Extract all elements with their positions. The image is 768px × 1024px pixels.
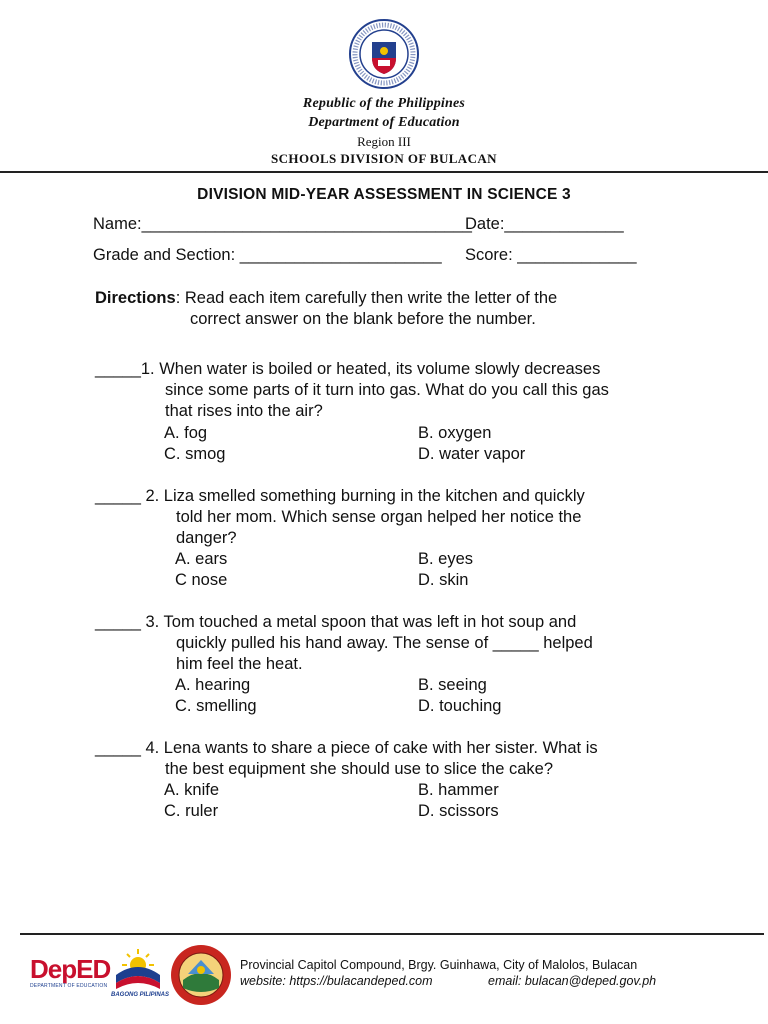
grade-section-field[interactable]: Grade and Section: ______________________ [93, 246, 442, 264]
question-2-choice-b: B. eyes [418, 550, 474, 568]
deped-logo [30, 955, 110, 1000]
question-3-choice-c: C. smelling [175, 697, 257, 715]
question-3-stem-2: quickly pulled his hand away. The sense of _____ helped [176, 634, 593, 652]
directions-line-1 [95, 289, 557, 308]
directions-label: Directions [95, 289, 176, 307]
directions-text-2: correct answer on the blank before the number. [190, 310, 536, 328]
bagong-pilipinas-text: BAGONG PILIPINAS [110, 992, 169, 998]
deped-logo-text: DepED [30, 954, 111, 984]
header-department: Department of Education [308, 115, 460, 130]
footer-divider [20, 933, 764, 935]
page-title: DIVISION MID-YEAR ASSESSMENT IN SCIENCE 3 [197, 186, 571, 203]
header-division: SCHOOLS DIVISION OF BULACAN [271, 151, 497, 166]
header-divider [0, 171, 768, 173]
question-3-choice-d: D. touching [418, 697, 502, 715]
question-1-choice-d: D. water vapor [418, 445, 526, 463]
question-4-stem-1: _____ 4. Lena wants to share a piece of cake with her sister. What is [95, 739, 598, 757]
question-4-stem-2: the best equipment she should use to slice the cake? [165, 760, 553, 778]
question-2-stem-3: danger? [176, 529, 237, 547]
question-4-choice-c: C. ruler [164, 802, 219, 820]
question-2-choice-a: A. ears [175, 550, 228, 568]
bagong-pilipinas-icon [110, 945, 166, 993]
question-4-choice-d: D. scissors [418, 802, 499, 820]
question-3-stem-3: him feel the heat. [176, 655, 303, 673]
footer-address: Provincial Capitol Compound, Brgy. Guinhawa, City of Malolos, Bulacan [240, 958, 638, 972]
question-2-stem-1: _____ 2. Liza smelled something burning in the kitchen and quickly [95, 487, 585, 505]
question-3-stem-1: _____ 3. Tom touched a metal spoon that was left in hot soup and [95, 613, 577, 631]
header-region: Region III [357, 134, 411, 149]
bulacan-seal-icon [170, 944, 232, 1006]
directions-text-1: : Read each item carefully then write the letter of the [175, 289, 558, 307]
footer-email[interactable]: email: bulacan@deped.gov.ph [488, 974, 657, 988]
question-2-stem-2: told her mom. Which sense organ helped her notice the [176, 508, 582, 526]
question-1-choice-b: B. oxygen [418, 424, 492, 442]
question-1-stem-3: that rises into the air? [165, 402, 323, 420]
question-3-choice-a: A. hearing [175, 676, 251, 694]
question-3-choice-b: B. seeing [418, 676, 487, 694]
date-field[interactable]: Date:_____________ [465, 215, 624, 233]
question-1-choice-c: C. smog [164, 445, 226, 463]
question-2-choice-c: C nose [175, 571, 228, 589]
deped-seal-icon [348, 18, 420, 90]
name-field[interactable]: Name:____________________________________ [93, 215, 472, 233]
question-1-stem-1: _____1. When water is boiled or heated, its volume slowly decreases [95, 360, 601, 378]
question-2-choice-d: D. skin [418, 571, 469, 589]
footer-website[interactable]: website: https://bulacandeped.com [240, 974, 433, 988]
question-1-choice-a: A. fog [164, 424, 208, 442]
question-4-choice-a: A. knife [164, 781, 220, 799]
score-field[interactable]: Score: _____________ [465, 246, 637, 264]
header-republic: Republic of the Philippines [302, 96, 466, 111]
question-1-stem-2: since some parts of it turn into gas. What do you call this gas [165, 381, 609, 399]
deped-logo-subtitle: DEPARTMENT OF EDUCATION [30, 983, 108, 989]
question-4-choice-b: B. hammer [418, 781, 499, 799]
